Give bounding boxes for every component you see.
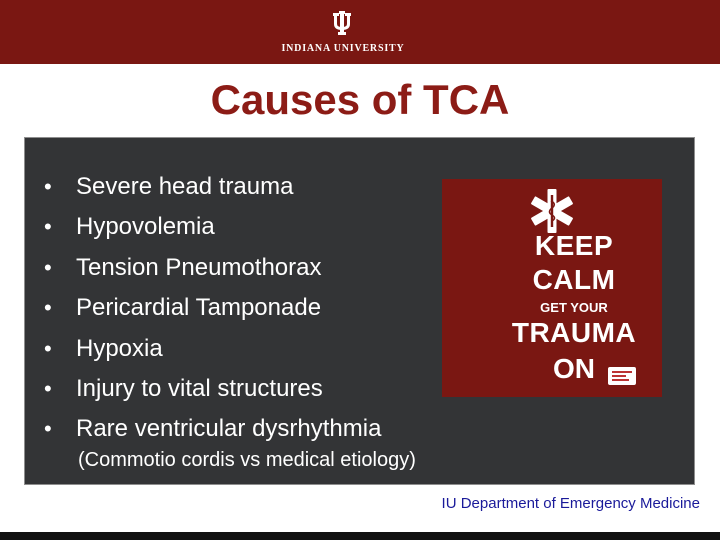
keep-calm-poster: [442, 179, 662, 397]
bullet-list: [44, 170, 381, 453]
bullet-glyph: •: [44, 174, 52, 199]
bullet-text: Rare ventricular dysrhythmia: [76, 415, 382, 443]
bullet-glyph: •: [44, 295, 52, 321]
poster-line-on: ON: [553, 353, 595, 384]
list-item: [44, 291, 381, 331]
bullet-text: Injury to vital structures: [76, 374, 323, 402]
list-item: [44, 412, 381, 452]
poster-line-get-your: GET YOUR: [540, 300, 608, 315]
bullet-text: Pericardial Tamponade: [76, 294, 322, 322]
bullet-glyph: •: [44, 375, 52, 401]
list-item: [44, 210, 381, 250]
list-item: [44, 251, 381, 291]
mini-badge-icon: [608, 367, 636, 385]
list-item: [44, 332, 381, 372]
poster-line-trauma: TRAUMA: [511, 317, 637, 348]
iu-trident-icon: [331, 11, 353, 35]
list-item: [44, 372, 381, 412]
poster-line-keep: KEEP: [534, 230, 614, 261]
bullet-glyph: •: [44, 416, 52, 442]
list-item: [44, 170, 381, 210]
bullet-glyph: •: [44, 335, 52, 361]
sub-note: (Commotio cordis vs medical etiology): [78, 449, 416, 471]
poster-line-calm: CALM: [532, 264, 616, 295]
footer-credit: IU Department of Emergency Medicine: [441, 495, 700, 512]
bullet-text: Severe head trauma: [76, 173, 294, 200]
university-name: INDIANA UNIVERSITY: [281, 43, 405, 54]
bullet-glyph: •: [44, 254, 52, 280]
bullet-text: Hypovolemia: [76, 213, 215, 241]
header-band: [0, 0, 720, 64]
slide-title: Causes of TCA: [210, 76, 510, 123]
bullet-text: Tension Pneumothorax: [76, 253, 322, 281]
bullet-glyph: •: [44, 214, 52, 240]
bottom-rule: [0, 532, 720, 540]
bullet-text: Hypoxia: [76, 334, 163, 362]
